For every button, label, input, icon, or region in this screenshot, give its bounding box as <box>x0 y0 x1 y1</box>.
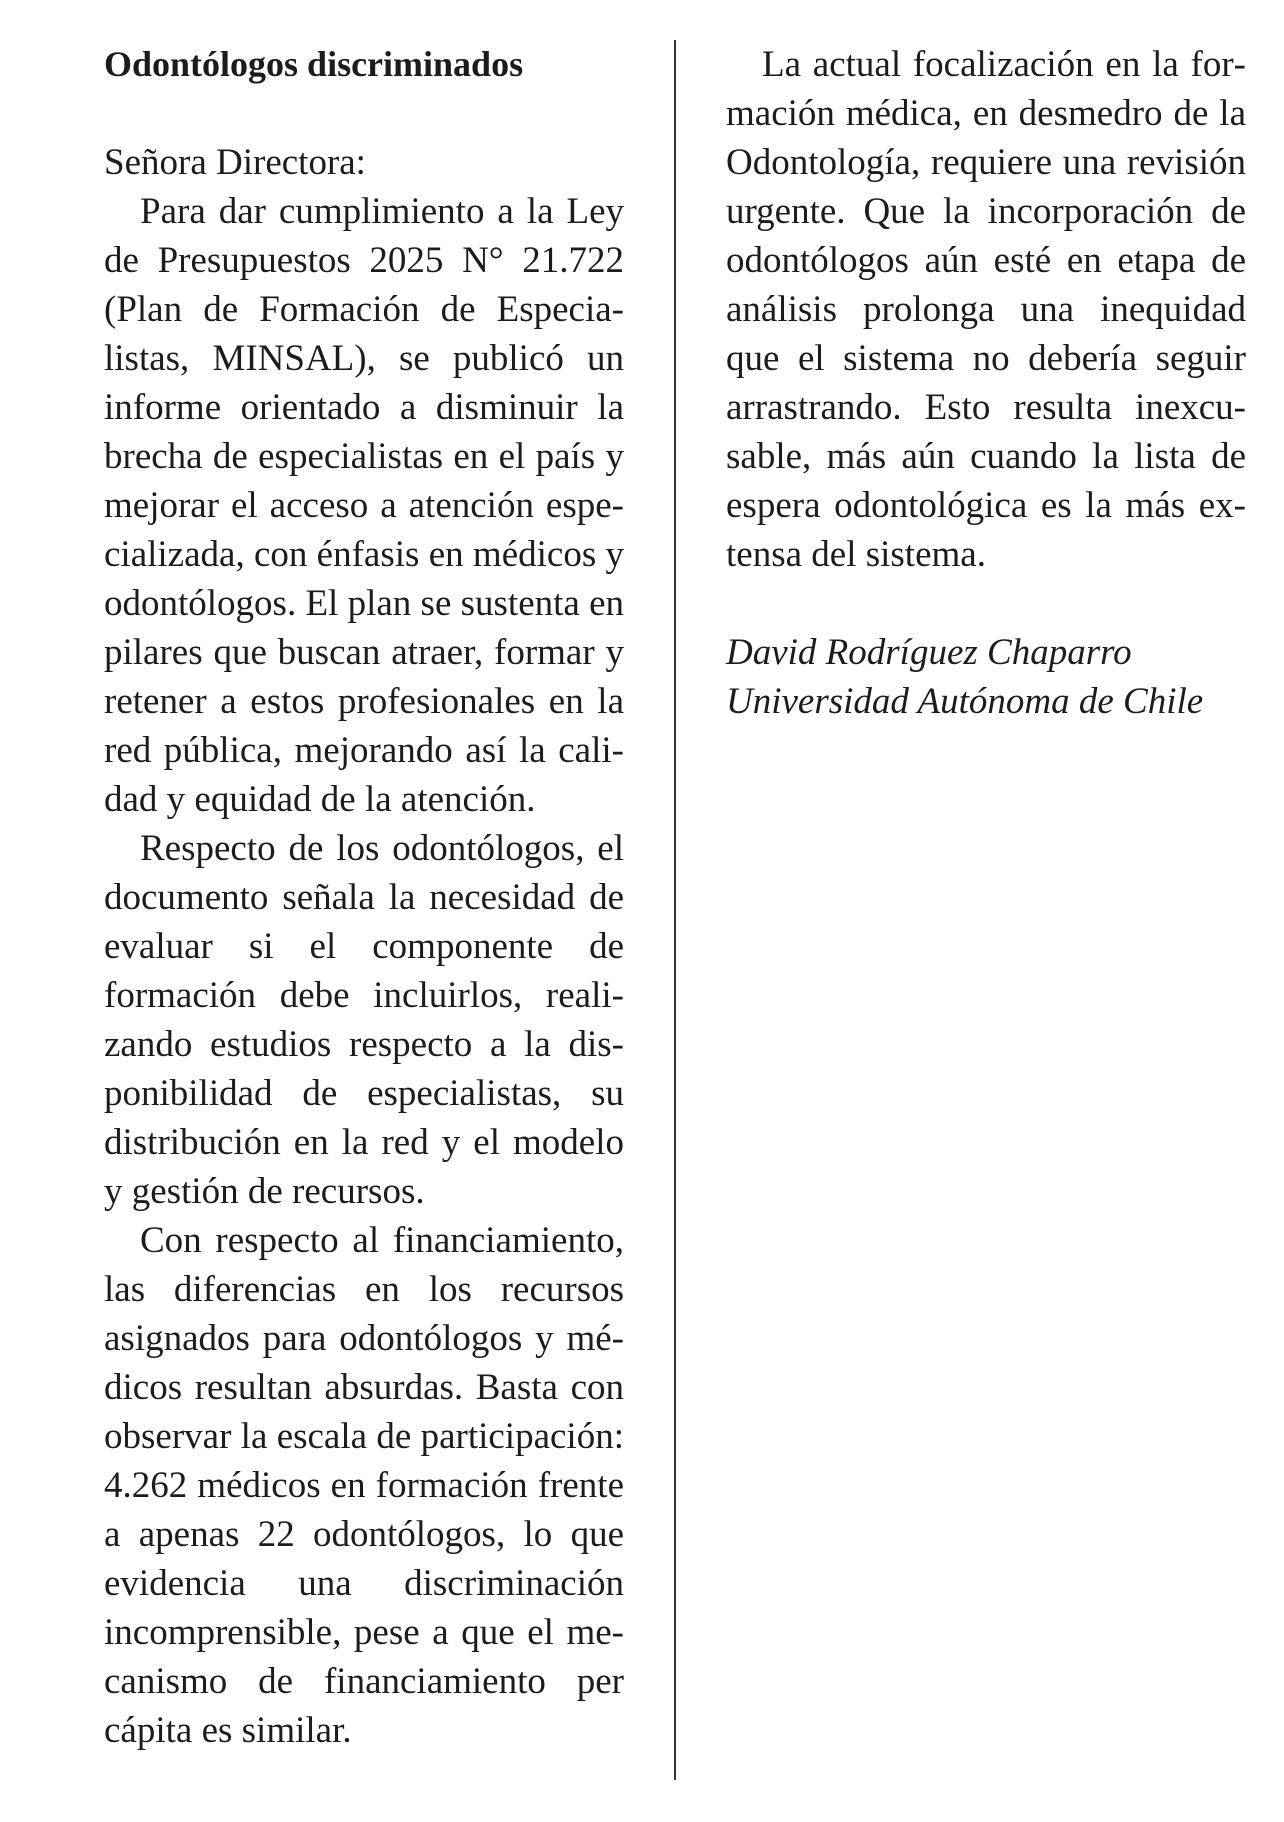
signature <box>726 628 1246 726</box>
left-column <box>104 40 624 1755</box>
paragraph-2: Respecto de los odontólogos, el documento señala la necesidad de evaluar si el componente de formación debe incluirlos, realizando estudios respecto a la disponibilidad de especialistas, su distribución en la red y el modelo y gestión de recursos. <box>104 828 624 1212</box>
salutation: Señora Directora: <box>104 142 366 183</box>
right-column <box>726 40 1246 726</box>
paragraph-1: Para dar cumplimiento a la Ley de Presupuestos 2025 N° 21.722 (Plan de Formación de Especialistas, MINSAL), se publicó un informe orientado a disminuir la brecha de especialistas en el país y mejorar el acceso a atención especializada, con énfasis en médicos y odontólogos. El plan se sustenta en pilares que buscan atraer, formar y retener a estos profesionales en la red pública, mejorando así la calidad y equidad de la atención. <box>104 191 624 820</box>
letter-title: Odontólogos discriminados <box>104 44 524 84</box>
signature-affiliation: Universidad Autónoma de Chile <box>726 681 1204 722</box>
paragraph-4: La actual focalización en la formación médica, en desmedro de la Odontología, requiere una revisión urgente. Que la incorporación de odontólogos aún esté en etapa de análisis prolonga una inequidad que el sistema no debería seguir arrastrando. Esto resulta inexcusable, más aún cuando la lista de espera odontológica es la más extensa del sistema. <box>726 44 1246 575</box>
paragraph-3: Con respecto al financiamiento, las diferencias en los recursos asignados para odontólogos y médicos resultan absurdas. Basta con observar la escala de participación: 4.262 médicos en formación frente a apenas 22 odontólogos, lo que evidencia una discriminación incomprensible, pese a que el mecanismo de financiamiento per cápita es similar. <box>104 1220 624 1751</box>
column-divider <box>674 40 676 1780</box>
signature-name: David Rodríguez Chaparro <box>726 632 1132 673</box>
